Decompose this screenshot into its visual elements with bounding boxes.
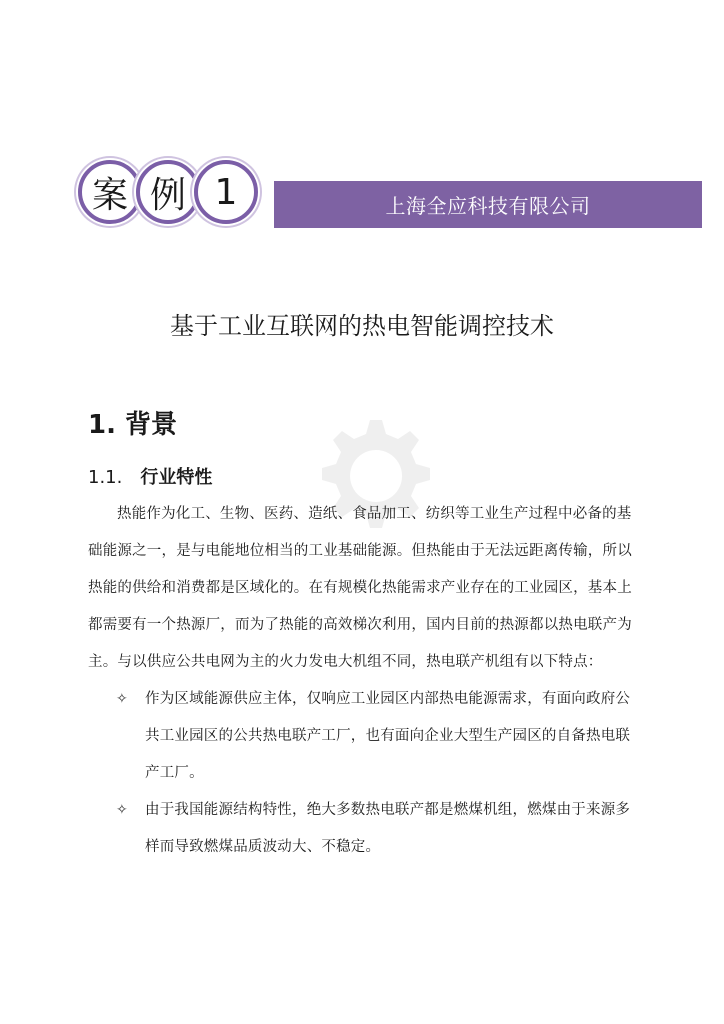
bullet-line: 作为区域能源供应主体，仅响应工业园区内部热电能源需求，有面向政府公 [145,691,631,707]
sparkle-bullet-icon: ✧ [116,802,128,818]
company-banner [274,181,702,228]
case-badge-char: 案 [78,160,142,224]
bullet-item [88,681,633,792]
paragraph-line: 础能源之一，是与电能地位相当的工业基础能源。但热能由于无法远距离传输，所以 [88,543,632,559]
paragraph-line: 主。与以供应公共电网为主的火力发电大机组不同，热电联产机组有以下特点： [88,654,603,670]
subsection-number: 1.1. [88,467,123,488]
bullet-item [88,792,633,866]
case-badge-number: 1 [194,160,258,224]
case-number-badges [78,160,258,228]
section-heading: 1. 背景 [88,410,178,440]
bullet-line: 样而导致燃煤品质波动大、不稳定。 [145,839,381,855]
subsection-title: 行业特性 [140,467,213,488]
bullet-line: 由于我国能源结构特性，绝大多数热电联产都是燃煤机组，燃煤由于来源多 [145,802,631,818]
paragraph-line: 热能作为化工、生物、医药、造纸、食品加工、纺织等工业生产过程中必备的基 [117,506,632,522]
case-badge-char: 例 [136,160,200,224]
bullet-line: 共工业园区的公共热电联产工厂，也有面向企业大型生产园区的自备热电联 [145,728,631,744]
subsection-heading [88,463,212,489]
paragraph-line: 都需要有一个热源厂，而为了热能的高效梯次利用，国内目前的热源都以热电联产为 [88,617,632,633]
paragraph-line: 热能的供给和消费都是区域化的。在有规模化热能需求产业存在的工业园区，基本上 [88,580,632,596]
company-name: 上海全应科技有限公司 [385,194,591,218]
body-text [88,496,633,866]
sparkle-bullet-icon: ✧ [116,691,128,707]
bullet-line: 产工厂。 [145,765,204,781]
document-title: 基于工业互联网的热电智能调控技术 [170,312,554,340]
